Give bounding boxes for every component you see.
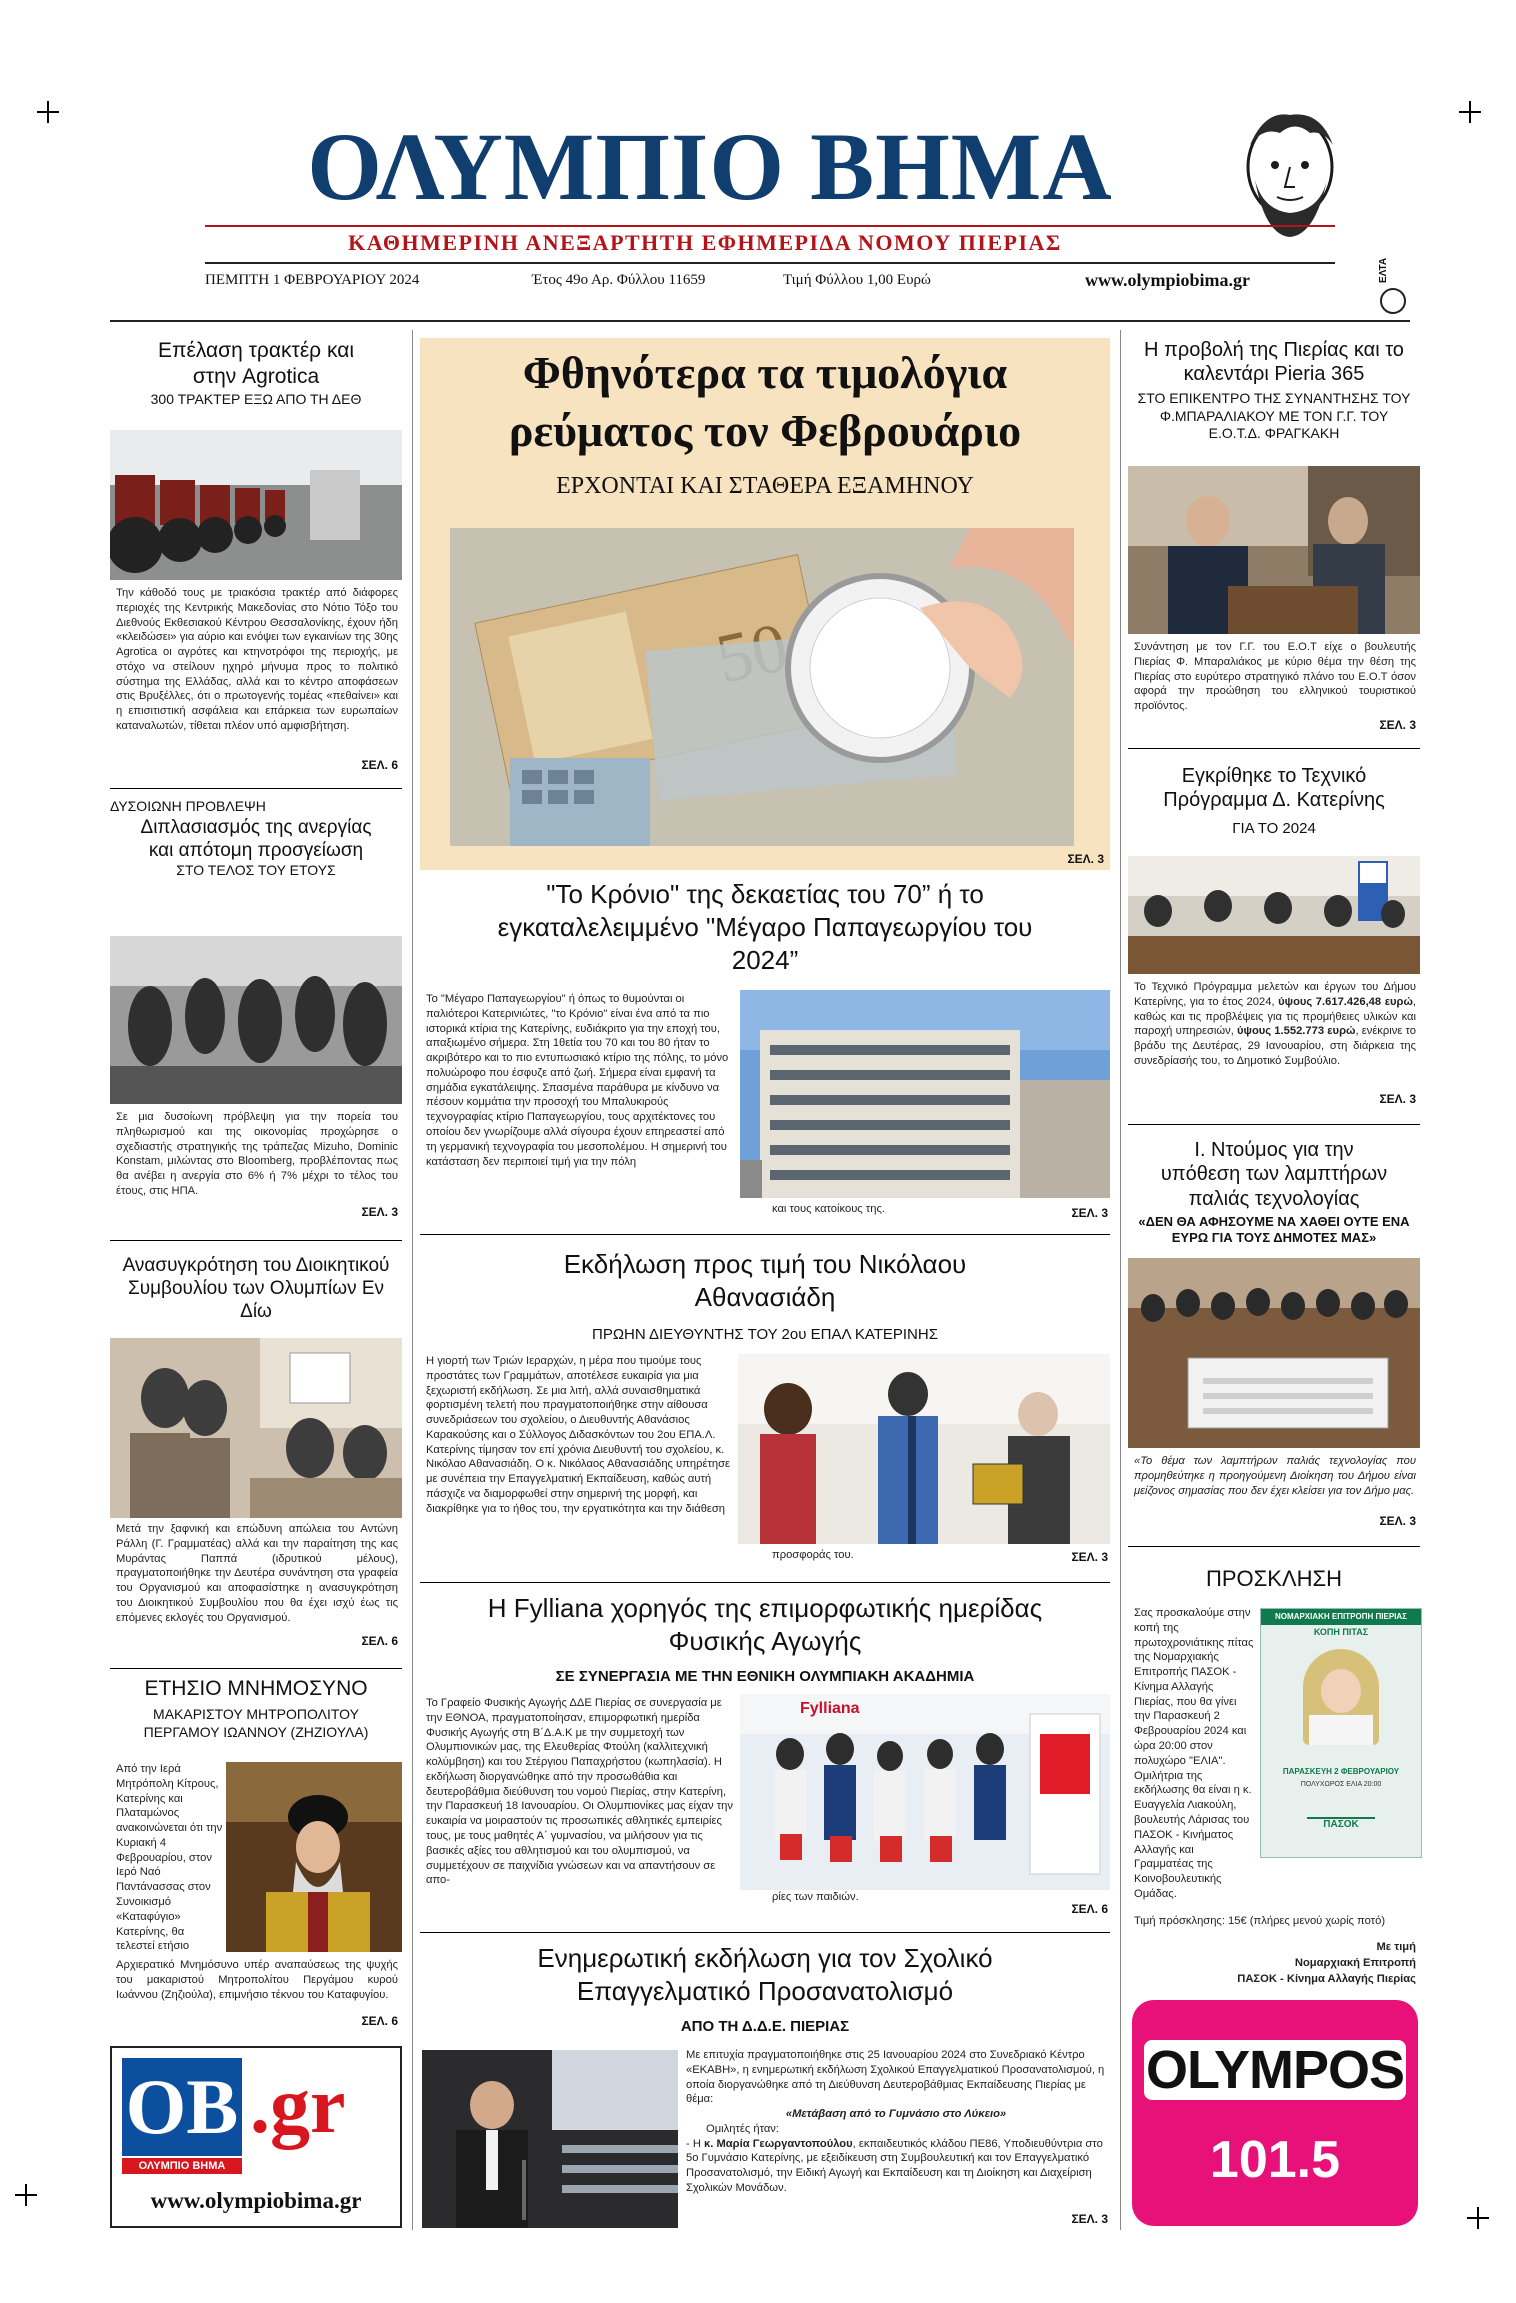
technical-body-b: , καθώς και τις προβλέψεις για τις προμήθειες υλικών και παροχή υπηρεσιών, (1134, 995, 1416, 1038)
fylliana-title: Η Fylliana χορηγός της επιμορφωτικής ημερίδας Φυσικής Αγωγής (487, 1593, 1043, 1656)
kronio-page-ref[interactable]: ΣΕΛ. 3 (1071, 1206, 1108, 1220)
red-rule (205, 225, 1335, 227)
rule-right-3 (1128, 1546, 1420, 1547)
unemployment-photo (110, 936, 402, 1104)
fylliana-photo (740, 1694, 1110, 1890)
rule-center-3 (420, 1932, 1110, 1933)
unemployment-body: Σε μια δυσοίωνη πρόβλεψη για την πορεία του πληθωρισμού και της οικονομίας προχώρησε ο σχεδιαστής στρατηγικής της τράπεζας Mizuho, Dominic Konstam, μιλώντας στο Bloomberg, προβλέποντας πως θα ανέβει η ανεργία στο 6% ή 7% μέχρι το τέλος του έτους, στις ΗΠΑ. (116, 1111, 398, 1197)
crop-mark-top-left (37, 101, 59, 123)
invitation-sign-1: Νομαρχιακή Επιτροπή (1294, 1957, 1416, 1969)
career-photo (422, 2050, 678, 2228)
board-photo (110, 1338, 402, 1518)
technical-amount-2: ύψους 1.552.773 ευρώ (1237, 1025, 1356, 1038)
tractor-article (110, 338, 402, 409)
rule-center-2 (420, 1582, 1110, 1583)
olympos-name: OLYMPOS (1145, 2040, 1405, 2100)
fylliana-caption: ρίες των παιδιών. (772, 1891, 859, 1903)
career-speakers: Ομιλητές ήταν: (706, 2122, 780, 2135)
career-theme: «Μετάβαση από το Γυμνάσιο στο Λύκειο» (785, 2108, 1007, 2121)
crop-mark-bottom-right (1467, 2207, 1489, 2229)
unemployment-title: Διπλασιασμός της ανεργίας και απότομη προσγείωση (140, 816, 372, 861)
kronio-building-photo (740, 990, 1110, 1198)
technical-body-a: Το Τεχνικό Πρόγραμμα μελετών και έργων του Δήμου Κατερίνης, για το έτος 2024, (1134, 981, 1416, 1008)
olympos-radio-ad[interactable] (1132, 2000, 1418, 2226)
poster-sub: ΚΟΠΗ ΠΙΤΑΣ (1313, 1627, 1369, 1637)
invitation-price: Τιμή πρόσκλησης: 15€ (πλήρες μενού χωρίς ποτό) (1134, 1915, 1386, 1927)
memorial-photo (226, 1762, 402, 1952)
unemployment-subtitle: ΣΤΟ ΤΕΛΟΣ ΤΟΥ ΕΤΟΥΣ (176, 861, 336, 878)
poster-header: ΝΟΜΑΡΧΙΑΚΗ ΕΠΙΤΡΟΠΗ ΠΙΕΡΙΑΣ (1261, 1609, 1421, 1625)
ntoumos-title: Ι. Ντούμος για την υπόθεση των λαμπτήρων παλιάς τεχνολογίας (1160, 1139, 1388, 1210)
pieria365-page-ref[interactable]: ΣΕΛ. 3 (1379, 718, 1416, 732)
athanasiadis-body: Η γιορτή των Τριών Ιεραρχών, η μέρα που τιμούμε τους προστάτες των Γραμμάτων, αποτέλεσε ευκαιρία για μια ξεχωριστή εκδήλωση. Σε μια λιτή, αλλά συναισθηματικά φορτισμένη τελετή που πραγματοποιήθηκε στην αίθουσα συνεδριάσεων του σχολείου, ο Διευθυντής Αθανάσιος Καρακούσης και ο Σύλλογος Διδασκόντων του 2ου ΕΠΑ.Λ. Κατερίνης τίμησαν τον επί χρόνια Διευθυντή του σχολείου, κ. Νικόλαο Αθανασιάδη. Ο κ. Νικόλαος Αθανασιάδης υπηρέτησε με συνέπεια την Επαγγελματική Εκπαίδευση, καθώς αυτή πάσχιζε να διαμορφωθεί στην σημερινή της μορφή, και διακρίθηκε για το ήθος του, την εργατικότητα και την διάθεση (426, 1355, 730, 1515)
issue-price: Τιμή Φύλλου 1,00 Ευρώ (783, 272, 931, 288)
rule-left-1 (110, 788, 402, 789)
athanasiadis-photo (738, 1354, 1110, 1544)
career-subtitle: ΑΠΟ ΤΗ Δ.Δ.Ε. ΠΙΕΡΙΑΣ (680, 2018, 850, 2035)
ob-logo-box[interactable] (110, 2046, 402, 2228)
kronio-caption: και τους κατοίκους της. (772, 1203, 885, 1215)
technical-body (1134, 980, 1416, 1069)
memorial-page-ref[interactable]: ΣΕΛ. 6 (361, 2014, 398, 2028)
memorial-title: ΕΤΗΣΙΟ ΜΝΗΜΟΣΥΝΟ (144, 1677, 368, 1700)
fylliana-banner-text: Fylliana (800, 1700, 860, 1717)
pieria365-title: Η προβολή της Πιερίας και το καλεντάρι Pieria 365 (1144, 339, 1404, 386)
fylliana-body: Το Γραφείο Φυσικής Αγωγής ΔΔΕ Πιερίας σε συνεργασία με την ΕΘΝΟΑ, πραγματοποίησαν, επιμορφωτική ημερίδα Φυσικής Αγωγής στη Β΄Δ.Α.Κ με την συμμετοχή των Ολυμπιονικών μας, της Ελευθερίας Φτούλη (καλλιτεχνική κολύμβηση) και του Στέργιου Παπαχρήστου (κωπηλασία). Η εκδήλωση διοργανώθηκε από την προσωθάθια και δευτεροβάθμια διεύθυνση του νομού Πιερίας, στην Κατερίνη, την Παρασκευή 18 Ιανουαρίου. Οι Ολυμπιονίκες μας είχαν την ευκαιρία να μοιραστούν τις προσωπικές αθλητικές εμπειρίες τους, με τους μαθητές Α΄ γυμνασίου, να μιλήσουν για τις βασικές αξίες του αθλητισμού και του ολυμπισμού, να συμμετέχουν σε παιχνίδια γνώσεων και να απαντήσουν σε απο- (426, 1697, 733, 1887)
ntoumos-page-ref[interactable]: ΣΕΛ. 3 (1379, 1514, 1416, 1528)
rule-right-2 (1128, 1124, 1420, 1125)
olympos-frequency: 101.5 (1209, 2131, 1341, 2189)
invitation-regards: Με τιμή (1376, 1941, 1416, 1953)
rule-left-2 (110, 1240, 402, 1241)
career-title: Ενημερωτική εκδήλωση για τον Σχολικό Επαγγελματικό Προσανατολισμό (537, 1943, 993, 2006)
rule-right-1 (1128, 748, 1420, 749)
board-page-ref[interactable]: ΣΕΛ. 6 (361, 1634, 398, 1648)
technical-page-ref[interactable]: ΣΕΛ. 3 (1379, 1092, 1416, 1106)
memorial-subtitle: ΜΑΚΑΡΙΣΤΟΥ ΜΗΤΡΟΠΟΛΙΤΟΥ ΠΕΡΓΑΜΟΥ ΙΩΑΝΝΟΥ (ΖΗΖΙΟΥΛΑ) (143, 1706, 369, 1740)
ntoumos-body: «Το θέμα των λαμπτήρων παλιάς τεχνολογίας που προμηθεύτηκε η προηγούμενη Διοίκηση του Δήμου είναι μείζονος σημασίας που δεν έχει κλείσει για τον Δήμο μας. (1134, 1455, 1416, 1497)
career-intro: Με επιτυχία πραγματοποιήθηκε στις 25 Ιανουαρίου 2024 στο Συνεδριακό Κέντρο «ΕΚΑΒΗ», η ενημερωτική εκδήλωση Σχολικού Επαγγελματικού Προσανατολισμού, η οποία διοργανώθηκε από τη Διεύθυνση Δευτεροβάθμιας Εκπαίδευσης Πιερίας με θέμα: (686, 2049, 1105, 2106)
board-body: Μετά την ξαφνική και επώδυνη απώλεια του Αντώνη Ράλλη (Γ. Γραμματέας) αλλά και την παραίτηση της κας Μυράντας Παππά (ιδρυτικού μέλους), πραγματοποιήθηκε την Δευτέρα συνάντηση στα γραφεία του Οργανισμού και αποφασίστηκε η ανασυγκρότηση του Διοικητικού Συμβουλίου που θα έχει ισχύ έως τις επόμενες εκλογές του Οργανισμού. (116, 1523, 398, 1624)
career-page-ref[interactable]: ΣΕΛ. 3 (1071, 2212, 1108, 2226)
poster-date: ΠΑΡΑΣΚΕΥΗ 2 ΦΕΒΡΟΥΑΡΙΟΥ (1282, 1767, 1400, 1776)
technical-body-c: , ενέκρινε το βράδυ της Δευτέρας, 29 Ιανουαρίου, στη διάρκεια της συνεδρίασής του, το Δημοτικό Συμβούλιο. (1134, 1025, 1416, 1067)
masthead-rule (205, 262, 1335, 264)
technical-subtitle: ΓΙΑ ΤΟ 2024 (1232, 820, 1316, 837)
crop-mark-top-right (1459, 101, 1481, 123)
crop-mark-bottom-left (15, 2184, 37, 2206)
technical-amount-1: ύψους 7.617.426,48 ευρώ (1278, 995, 1413, 1008)
elta-stamp-icon (1380, 288, 1406, 314)
lead-photo (450, 528, 1074, 846)
board-title: Ανασυγκρότηση του Διοικητικού Συμβουλίου των Ολυμπίων Εν Δίω (122, 1255, 390, 1323)
issue-date: ΠΕΜΠΤΗ 1 ΦΕΒΡΟΥΑΡΙΟΥ 2024 (205, 272, 420, 288)
memorial-body-narrow: Από την Ιερά Μητρόπολη Κίτρους, Κατερίνης και Πλαταμώνος ανακοινώνεται ότι την Κυριακή 4 Φεβρουαρίου, στον Ιερό Ναό Παντάνασσας στον Συνοικισμό «Καταφύγιο» Κατερίνης, θα τελεστεί ετήσιο (116, 1763, 223, 1953)
masthead-tagline: ΚΑΘΗΜΕΡΙΝΗ ΑΝΕΞΑΡΤΗΤΗ ΕΦΗΜΕΡΙΔΑ ΝΟΜΟΥ ΠΙΕΡΙΑΣ (348, 230, 1062, 255)
website-url[interactable]: www.olympiobima.gr (1085, 270, 1251, 290)
kronio-title: "Το Κρόνιο" της δεκαετίας του 70” ή το εγκαταλελειμμένο "Μέγαρο Παπαγεωργίου του 2024” (497, 879, 1033, 975)
unemployment-article (110, 798, 402, 879)
rule-center-1 (420, 1234, 1110, 1235)
fylliana-subtitle: ΣΕ ΣΥΝΕΡΓΑΣΙΑ ΜΕ ΤΗΝ ΕΘΝΙΚΗ ΟΛΥΜΠΙΑΚΗ ΑΚΑΔΗΜΙΑ (555, 1668, 975, 1685)
invitation-title: ΠΡΟΣΚΛΗΣΗ (1205, 1566, 1343, 1591)
ob-logo-letters: ΟΒ (122, 2058, 242, 2156)
ob-logo-suffix: .gr (250, 2062, 346, 2150)
elta-mark (1378, 238, 1408, 308)
poster-place: ΠΟΛΥΧΩΡΟΣ ΕΛΙΑ 20:00 (1300, 1781, 1382, 1788)
athanasiadis-subtitle: ΠΡΩΗΝ ΔΙΕΥΘΥΝΤΗΣ ΤΟΥ 2ου ΕΠΑΛ ΚΑΤΕΡΙΝΗΣ (591, 1326, 938, 1343)
career-speaker-bio: , εκπαιδευτικός κλάδου ΠΕ86, Υποδιευθύντρια στο 5ο Γυμνάσιο Κατερίνης, με εξειδίκευση στη Συμβουλευτική και τον Επαγγελματικό Προσανατολισμό, την Ειδική Αγωγή και Εκπαίδευση και τη Διοίκηση και Διαχείριση Σχολικών Μονάδων. (686, 2137, 1103, 2195)
athanasiadis-caption: προσφοράς του. (772, 1549, 854, 1561)
lead-page-ref[interactable]: ΣΕΛ. 3 (1067, 852, 1104, 866)
invitation-sign-2: ΠΑΣΟΚ - Κίνημα Αλλαγής Πιερίας (1237, 1973, 1416, 1985)
elta-label: ΕΛΤΑ (1378, 257, 1389, 283)
tractor-body: Την κάθοδό τους με τριακόσια τρακτέρ από διάφορες περιοχές της Κεντρικής Μακεδονίας στο Νότιο Τόξο του Διεθνούς Εκθεσιακού Κέντρου Θεσσαλονίκης, έχουν ήδη «κλειδώσει» για αύριο και ενόψει των εγκαινίων της 30ης Agrotica οι αγρότες και κτηνοτρόφοι της περιοχής, με στόχο να στείλουν ηχηρό μήνυμα προς το πολιτικό σύστημα της Ελλάδας, αλλά και το κέντρο αποφάσεων στις Βρυξέλλες, ότι ο πρωτογενής τομέας «πεθαίνει» και η επισιτιστική ασφάλεια και επάρκεια των ευρωπαίων καταναλωτών, τίθεται πλέον υπό αμφισβήτηση. (116, 587, 398, 733)
pieria365-photo (1128, 466, 1420, 634)
pieria365-body: Συνάντηση με τον Γ.Γ. του Ε.Ο.Τ είχε ο βουλευτής Πιερίας Φ. Μπαραλιάκος με κύριο θέμα την θέση της Πιερίας στο ευρύτερο στρατηγικό πλάνο του Ε.Ο.Τ όσον αφορά την προώθηση του ελληνικού τουριστικού προϊόντος. (1134, 641, 1416, 713)
ob-logo-name: ΟΛΥΜΠΙΟ ΒΗΜΑ (122, 2158, 242, 2174)
divider-right (1120, 330, 1121, 2230)
kronio-body: Το "Μέγαρο Παπαγεωργίου" ή όπως το θυμούνται οι παλιότεροι Κατερινιώτες, "το Κρόνιο" είναι ένα από τα πιο ιστορικά κτίρια της Κατερίνης, ευδιάκριτο για την εποχή του, απαξιωμένο σήμερα. Στη 1θεtία του 70 και του 80 ήταν το ακριβότερο και το πιο εντυπωσιακό κτίριο της πόλης, το μόνο πολυώροφο που έσφυζε από ζωή. Σήμερα είναι εμφανή τα σημάδια εγκατάλειψης. Σπασμένα παράθυρα με κίνδυνο να πέσουν κομμάτια την προσοχή του Μπαλυκιρούς τεχνογραφίας κτίριο Παπαγεωργίου, τους αρχιτέκτονες του οποίου δεν γνωρίζουμε αλλά σίγουρα έχουν επηρεαστεί από τη γερμανική τεχνογραφία του μεσοπολέμου. Η σημερινή του κατάσταση δεν περιποιεί τιμή για την πόλη (426, 993, 729, 1168)
athanasiadis-page-ref[interactable]: ΣΕΛ. 3 (1071, 1550, 1108, 1564)
tractor-photo (110, 430, 402, 580)
ntoumos-subtitle: «ΔΕΝ ΘΑ ΑΦΗΣΟΥΜΕ ΝΑ ΧΑΘΕΙ ΟΥΤΕ ΕΝΑ ΕΥΡΩ ΓΙΑ ΤΟΥΣ ΔΗΜΟΤΕΣ ΜΑΣ» (1138, 1214, 1410, 1246)
issue-number: Έτος 49ο Αρ. Φύλλου 11659 (532, 272, 706, 288)
technical-photo (1128, 856, 1420, 974)
ob-logo-url: www.olympiobima.gr (150, 2188, 362, 2213)
divider-left (412, 330, 413, 2230)
ntoumos-photo (1128, 1258, 1420, 1448)
poster-portrait (1303, 1649, 1379, 1745)
lead-story (420, 338, 1110, 870)
memorial-body-wide: Αρχιερατικό Μνημόσυνο υπέρ αναπαύσεως της ψυχής του μακαριστού Μητροπολίτου Περγάμου κυρού Ιωάννου (Ζηζιούλα), επιμνήσιο τέκνου του Καταφυγίου. (116, 1959, 398, 2001)
masthead-bottom-rule (110, 320, 1410, 322)
zeus-head-logo (1225, 105, 1355, 245)
career-body: Με επιτυχία πραγματοποιήθηκε στις 25 Ιανουαρίου 2024 στο Συνεδριακό Κέντρο «ΕΚΑΒΗ», η ενημερωτική εκδήλωση Σχολικού Επαγγελματικού Προσανατολισμού, η οποία διοργανώθηκε από τη Διεύθυνση Δευτεροβάθμιας Εκπαίδευσης Πιερίας με θέμα: «Μετάβαση από το Γυμνάσιο στο Λύκειο» Ομιλητές ήταν: - Η κ. Μαρία Γεωργαντοπούλου, εκπαιδευτικός κλάδου ΠΕ86, Υποδιευθύντρια στο 5ο Γυμνάσιο Κατερίνης, με εξειδίκευση στη Συμβουλευτική και τον Επαγγελματικό Προσανατολισμό, την Ειδική Αγωγή και Εκπαίδευση και τη Διοίκηση και Διαχείριση Σχολικών Μονάδων. (686, 2049, 1105, 2195)
athanasiadis-title: Εκδήλωση προς τιμή του Νικόλαου Αθανασιάδη (563, 1249, 967, 1312)
tractor-subtitle: 300 ΤΡΑΚΤΕΡ ΕΞΩ ΑΠΟ ΤΗ ΔΕΘ (150, 391, 362, 408)
rule-left-3 (110, 1668, 402, 1669)
lead-subtitle: ΕΡΧΟΝΤΑΙ ΚΑΙ ΣΤΑΘΕΡΑ ΕΞΑΜΗΝΟΥ (556, 473, 974, 499)
masthead-title: ΟΛΥΜΠΙΟ ΒΗΜΑ (307, 113, 1113, 220)
unemployment-page-ref[interactable]: ΣΕΛ. 3 (361, 1205, 398, 1219)
lead-title: Φθηνότερα τα τιμολόγια ρεύματος τον Φεβρουάριο (508, 347, 1022, 456)
fylliana-page-ref[interactable]: ΣΕΛ. 6 (1071, 1902, 1108, 1916)
invitation-body: Σας προσκαλούμε στην κοπή της πρωτοχρονιάτικης πίτας της Νομαρχιακής Επιτροπής ΠΑΣΟΚ - Κίνημα Αλλαγής Πιερίας, που θα γίνει την Παρασκευή 2 Φεβρουαρίου 2024 και ώρα 20:00 στον πολυχώρο "ΕΛΙΑ". Ομιλήτρια της εκδήλωσης θα είναι η κ. Ευαγγελία Λιακούλη, βουλευτής Λάρισας του ΠΑΣΟΚ - Κινήματος Αλλαγής και Γραμματέας της Κοινοβουλευτικής Ομάδας. (1134, 1607, 1254, 1900)
tractor-title: Επέλαση τρακτέρ και στην Agrotica (157, 339, 355, 388)
invitation-poster (1260, 1608, 1422, 1858)
unemployment-kicker: ΔΥΣΟΙΩΝΗ ΠΡΟΒΛΕΨΗ (110, 798, 266, 814)
technical-title: Εγκρίθηκε το Τεχνικό Πρόγραμμα Δ. Κατερίνης (1163, 765, 1385, 812)
career-speaker-name: κ. Μαρία Γεωργαντοπούλου (704, 2137, 853, 2150)
poster-logo: ΠΑΣΟΚ (1307, 1817, 1375, 1830)
tractor-page-ref[interactable]: ΣΕΛ. 6 (361, 758, 398, 772)
pieria365-subtitle: ΣΤΟ ΕΠΙΚΕΝΤΡΟ ΤΗΣ ΣΥΝΑΝΤΗΣΗΣ ΤΟΥ Φ.ΜΠΑΡΑΛΙΑΚΟΥ ΜΕ ΤΟΝ Γ.Γ. ΤΟΥ Ε.Ο.Τ.Δ. ΦΡΑΓΚΑΚΗ (1137, 390, 1411, 441)
